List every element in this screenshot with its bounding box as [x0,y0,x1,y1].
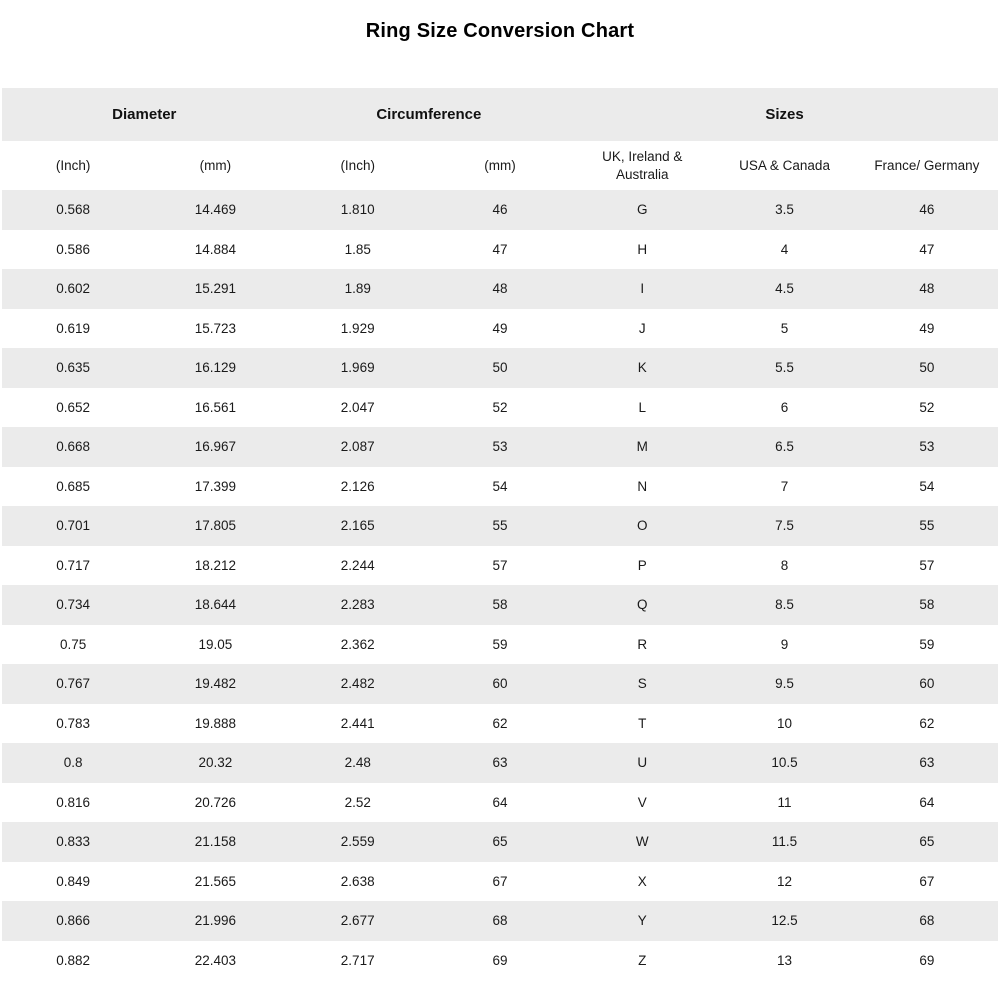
table-cell: I [640,281,645,297]
table-cell: G [637,202,648,218]
table-cell: 0.668 [56,439,91,455]
table-cell: 0.882 [56,952,91,968]
table-cell: 2.165 [340,518,375,534]
table-cell: 22.403 [194,952,237,968]
table-row [2,506,998,546]
table-cell: W [635,834,649,850]
table-cell: K [637,360,647,376]
table-cell: 69 [492,952,508,968]
table-cell: 53 [492,439,508,455]
table-cell: 1.969 [340,360,375,376]
table-cell: Z [638,952,647,968]
table-cell: 54 [919,478,935,494]
table-cell: 2.638 [340,873,375,889]
table-cell: 49 [492,320,508,336]
table-cell: 0.652 [56,399,91,415]
table-cell: 55 [919,518,935,534]
table-cell: 53 [919,439,935,455]
table-cell: 55 [492,518,508,534]
table-cell: S [637,676,647,692]
column-header-circumference-inch: (Inch) [287,141,429,190]
table-cell: 16.967 [194,439,237,455]
table-cell: 21.565 [194,873,237,889]
table-row [2,862,998,902]
table-cell: 64 [919,794,935,810]
table-cell: 0.602 [56,281,91,297]
table-cell: 9.5 [775,676,794,692]
table-row [2,546,998,586]
table-cell: 1.810 [340,202,375,218]
table-cell: 2.362 [340,636,375,652]
table-cell: 2.482 [340,676,375,692]
table-cell: 47 [492,241,508,257]
table-cell: 10 [777,715,793,731]
table-cell: 65 [492,834,508,850]
table-cell: 50 [919,360,935,376]
table-cell: 46 [919,202,935,218]
table-cell: 60 [492,676,508,692]
table-row [2,901,998,941]
table-cell: N [637,478,648,494]
group-header-sizes: Sizes [571,88,998,141]
group-header-circumference: Circumference [287,88,572,141]
table-cell: 58 [919,597,935,613]
table-cell: 60 [919,676,935,692]
table-cell: 0.568 [56,202,91,218]
table-cell: 59 [492,636,508,652]
table-cell: 2.717 [340,952,375,968]
table-cell: 12.5 [771,913,798,929]
table-cell: 2.087 [340,439,375,455]
table-cell: 9 [780,636,789,652]
table-cell: 2.244 [340,557,375,573]
ring-size-conversion-table [2,88,998,980]
table-cell: 2.283 [340,597,375,613]
table-cell: L [638,399,647,415]
table-header [2,88,998,190]
column-header-usa-canada: USA & Canada [713,141,855,190]
table-cell: 0.816 [56,794,91,810]
table-row [2,585,998,625]
table-cell: 58 [492,597,508,613]
table-cell: 2.441 [340,715,375,731]
table-cell: J [638,320,646,336]
table-cell: 4 [780,241,789,257]
table-cell: 18.212 [194,557,237,573]
table-row [2,783,998,823]
table-cell: 14.884 [194,241,237,257]
table-cell: 65 [919,834,935,850]
table-row [2,664,998,704]
column-header-circumference-mm: (mm) [429,141,571,190]
table-cell: 16.129 [194,360,237,376]
group-header-row [2,88,998,141]
table-body [2,190,998,980]
table-cell: 62 [492,715,508,731]
table-row [2,941,998,981]
table-cell: 52 [919,399,935,415]
table-cell: 7 [780,478,789,494]
table-cell: Y [637,913,647,929]
table-cell: 0.717 [56,557,91,573]
table-cell: 0.866 [56,913,91,929]
table-cell: 0.701 [56,518,91,534]
table-cell: 4.5 [775,281,794,297]
table-cell: 17.399 [194,478,237,494]
table-cell: 19.05 [198,636,233,652]
table-cell: 17.805 [194,518,237,534]
table-cell: 0.833 [56,834,91,850]
table-row [2,625,998,665]
table-row [2,230,998,270]
table-cell: 13 [777,952,793,968]
table-cell: 49 [919,320,935,336]
table-row [2,704,998,744]
table-cell: 19.888 [194,715,237,731]
table-cell: 68 [492,913,508,929]
table-row [2,190,998,230]
table-cell: 68 [919,913,935,929]
table-cell: 0.767 [56,676,91,692]
table-row [2,427,998,467]
table-cell: 63 [919,755,935,771]
table-cell: 20.32 [198,755,233,771]
table-cell: H [637,241,648,257]
table-cell: M [636,439,648,455]
table-cell: 11 [777,794,792,810]
table-cell: 62 [919,715,935,731]
table-cell: 19.482 [194,676,237,692]
table-cell: 2.677 [340,913,375,929]
table-cell: 57 [492,557,508,573]
table-cell: 67 [919,873,935,889]
table-cell: 0.734 [56,597,91,613]
column-header-uk-ireland-australia: UK, Ireland & Australia [571,141,713,190]
table-cell: 0.619 [56,320,91,336]
table-cell: 21.158 [194,834,237,850]
column-header-row [2,141,998,190]
table-row [2,269,998,309]
table-cell: 8 [780,557,789,573]
table-cell: 59 [919,636,935,652]
table-cell: 47 [919,241,935,257]
table-cell: 0.783 [56,715,91,731]
table-cell: 2.559 [340,834,375,850]
table-cell: 48 [492,281,508,297]
table-cell: R [637,636,648,652]
table-cell: 2.126 [340,478,375,494]
table-row [2,388,998,428]
table-cell: 63 [492,755,508,771]
column-header-france-germany: France/ Germany [856,141,998,190]
table-cell: 18.644 [194,597,237,613]
table-cell: 11.5 [771,834,798,850]
table-cell: 48 [919,281,935,297]
column-header-diameter-inch: (Inch) [2,141,144,190]
table-cell: 52 [492,399,508,415]
table-cell: 7.5 [775,518,794,534]
table-cell: 5.5 [775,360,794,376]
page-title: Ring Size Conversion Chart [365,20,635,42]
table-cell: 54 [492,478,508,494]
table-cell: V [637,794,647,810]
table-cell: 3.5 [775,202,794,218]
table-cell: T [638,715,647,731]
table-cell: 0.685 [56,478,91,494]
table-cell: 2.047 [340,399,375,415]
table-row [2,467,998,507]
table-cell: 16.561 [194,399,237,415]
table-cell: 1.89 [344,281,371,297]
table-cell: 1.85 [344,241,371,257]
table-cell: 69 [919,952,935,968]
table-cell: 6 [780,399,789,415]
table-cell: 2.48 [344,755,371,771]
table-cell: 67 [492,873,508,889]
table-cell: U [637,755,648,771]
table-cell: 12 [777,873,793,889]
column-header-diameter-mm: (mm) [144,141,286,190]
table-cell: 15.723 [194,320,237,336]
table-cell: 8.5 [775,597,794,613]
table-cell: Q [637,597,648,613]
table-cell: 0.586 [56,241,91,257]
table-cell: 2.52 [344,794,371,810]
table-cell: 21.996 [194,913,237,929]
table-cell: 0.75 [60,636,87,652]
table-cell: 46 [492,202,508,218]
table-cell: 57 [919,557,935,573]
table-cell: 50 [492,360,508,376]
table-row [2,743,998,783]
table-cell: 64 [492,794,508,810]
table-cell: 1.929 [340,320,375,336]
table-cell: 20.726 [194,794,237,810]
group-header-diameter: Diameter [2,88,287,141]
table-cell: 6.5 [775,439,794,455]
table-cell: 0.635 [56,360,91,376]
table-cell: X [637,873,647,889]
table-row [2,822,998,862]
table-cell: P [637,557,647,573]
table-row [2,309,998,349]
table-cell: 0.849 [56,873,91,889]
table-cell: 14.469 [194,202,237,218]
table-cell: 15.291 [194,281,237,297]
table-row [2,348,998,388]
table-cell: 0.8 [63,755,83,771]
table-cell: 10.5 [771,755,798,771]
table-cell: 5 [780,320,789,336]
table-cell: O [637,518,648,534]
